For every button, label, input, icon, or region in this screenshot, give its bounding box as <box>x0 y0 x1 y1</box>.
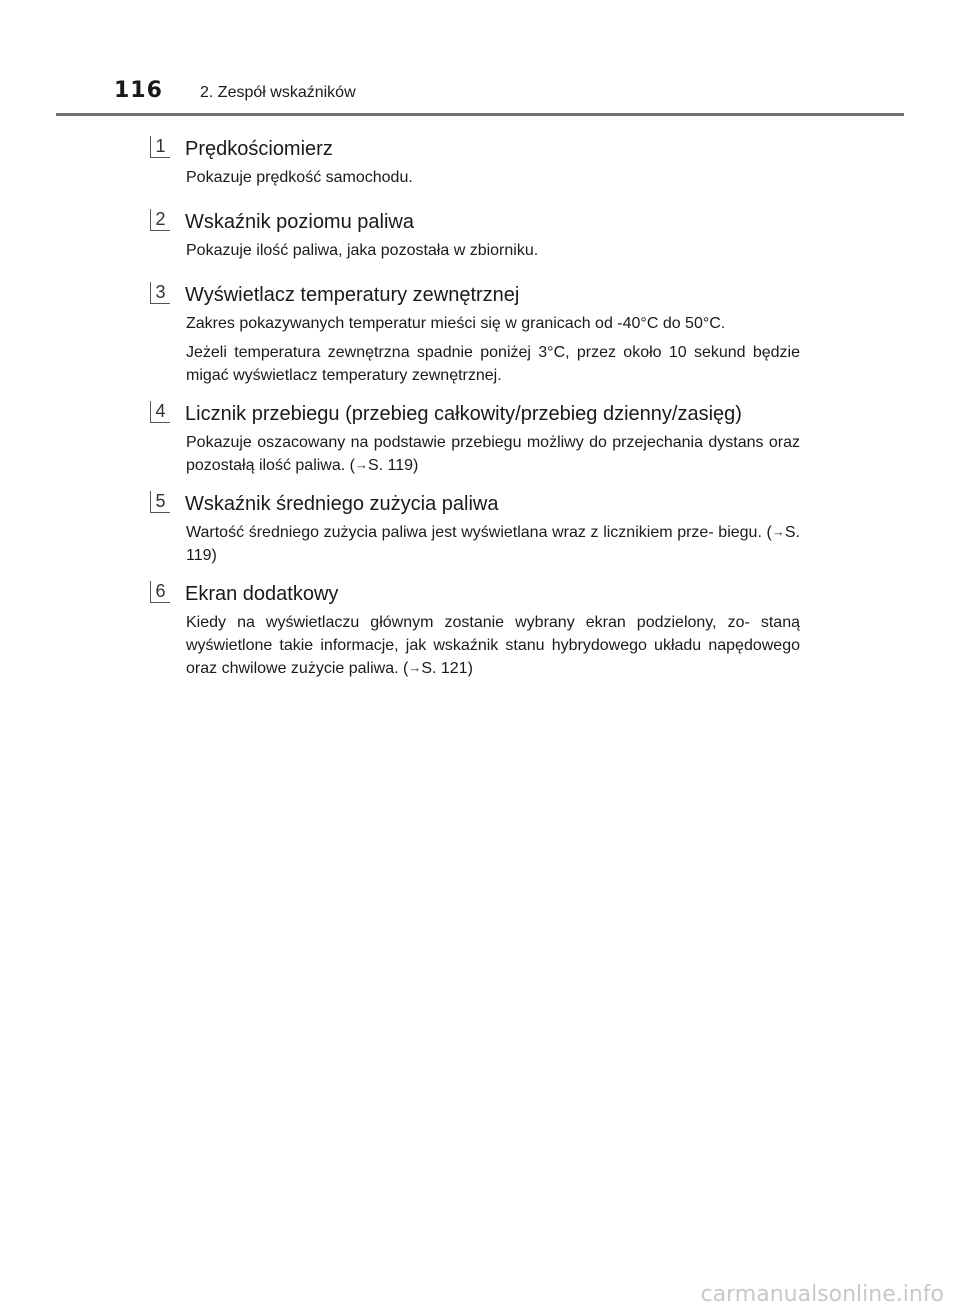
item-number-badge: 6 <box>150 581 170 603</box>
item-number-badge: 1 <box>150 136 170 158</box>
page-reference-link[interactable]: S. 119) <box>367 457 419 474</box>
page-reference-link[interactable]: S. 119) <box>186 524 800 564</box>
item-description: Jeżeli temperatura zewnętrzna spadnie poniżej 3°C, przez około 10 sekund będzie migać wyświetlacz temperatury zewnętrznej. <box>186 344 800 384</box>
list-item <box>150 207 800 262</box>
item-description: Kiedy na wyświetlaczu głównym zostanie wybrany ekran podzielony, zo- staną wyświetlone takie informacje, jak wskaźnik stanu hybrydowego układu napędowego oraz chwilowe zużycie paliwa. (→S. 121) <box>186 614 800 677</box>
arrow-right-icon: → <box>408 660 422 675</box>
watermark: carmanualsonline.info <box>700 1282 944 1307</box>
item-description: Wartość średniego zużycia paliwa jest wyświetlana wraz z licznikiem prze- biegu. (→S. 119) <box>186 524 800 564</box>
item-description: Zakres pokazywanych temperatur mieści się w granicach od -40°C do 50°C. <box>186 315 726 332</box>
page-header <box>56 78 904 116</box>
item-description: Pokazuje ilość paliwa, jaka pozostała w zbiorniku. <box>186 242 539 259</box>
page-reference-link[interactable]: S. 121) <box>421 660 473 677</box>
item-title: Ekran dodatkowy <box>185 582 339 605</box>
section-title: 2. Zespół wskaźników <box>200 84 356 101</box>
list-item <box>150 280 800 387</box>
list-item <box>150 134 800 189</box>
item-title: Prędkościomierz <box>185 137 333 160</box>
item-title: Wskaźnik poziomu paliwa <box>185 210 414 233</box>
item-title: Wyświetlacz temperatury zewnętrznej <box>185 283 520 306</box>
item-number-badge: 3 <box>150 282 170 304</box>
page-number: 116 <box>114 78 163 103</box>
item-title: Licznik przebiegu (przebieg całkowity/przebieg dzienny/zasięg) <box>185 402 742 425</box>
arrow-right-icon: → <box>354 457 368 472</box>
item-list <box>150 134 800 686</box>
arrow-right-icon: → <box>771 524 785 539</box>
item-number-badge: 5 <box>150 491 170 513</box>
item-description: Pokazuje oszacowany na podstawie przebiegu możliwy do przejechania dystans oraz pozostałą ilość paliwa. (→S. 119) <box>186 434 800 474</box>
item-number-badge: 2 <box>150 209 170 231</box>
item-title: Wskaźnik średniego zużycia paliwa <box>185 492 499 515</box>
item-number-badge: 4 <box>150 401 170 423</box>
item-description: Pokazuje prędkość samochodu. <box>186 169 413 186</box>
list-item <box>150 399 800 477</box>
list-item <box>150 579 800 680</box>
list-item <box>150 489 800 567</box>
